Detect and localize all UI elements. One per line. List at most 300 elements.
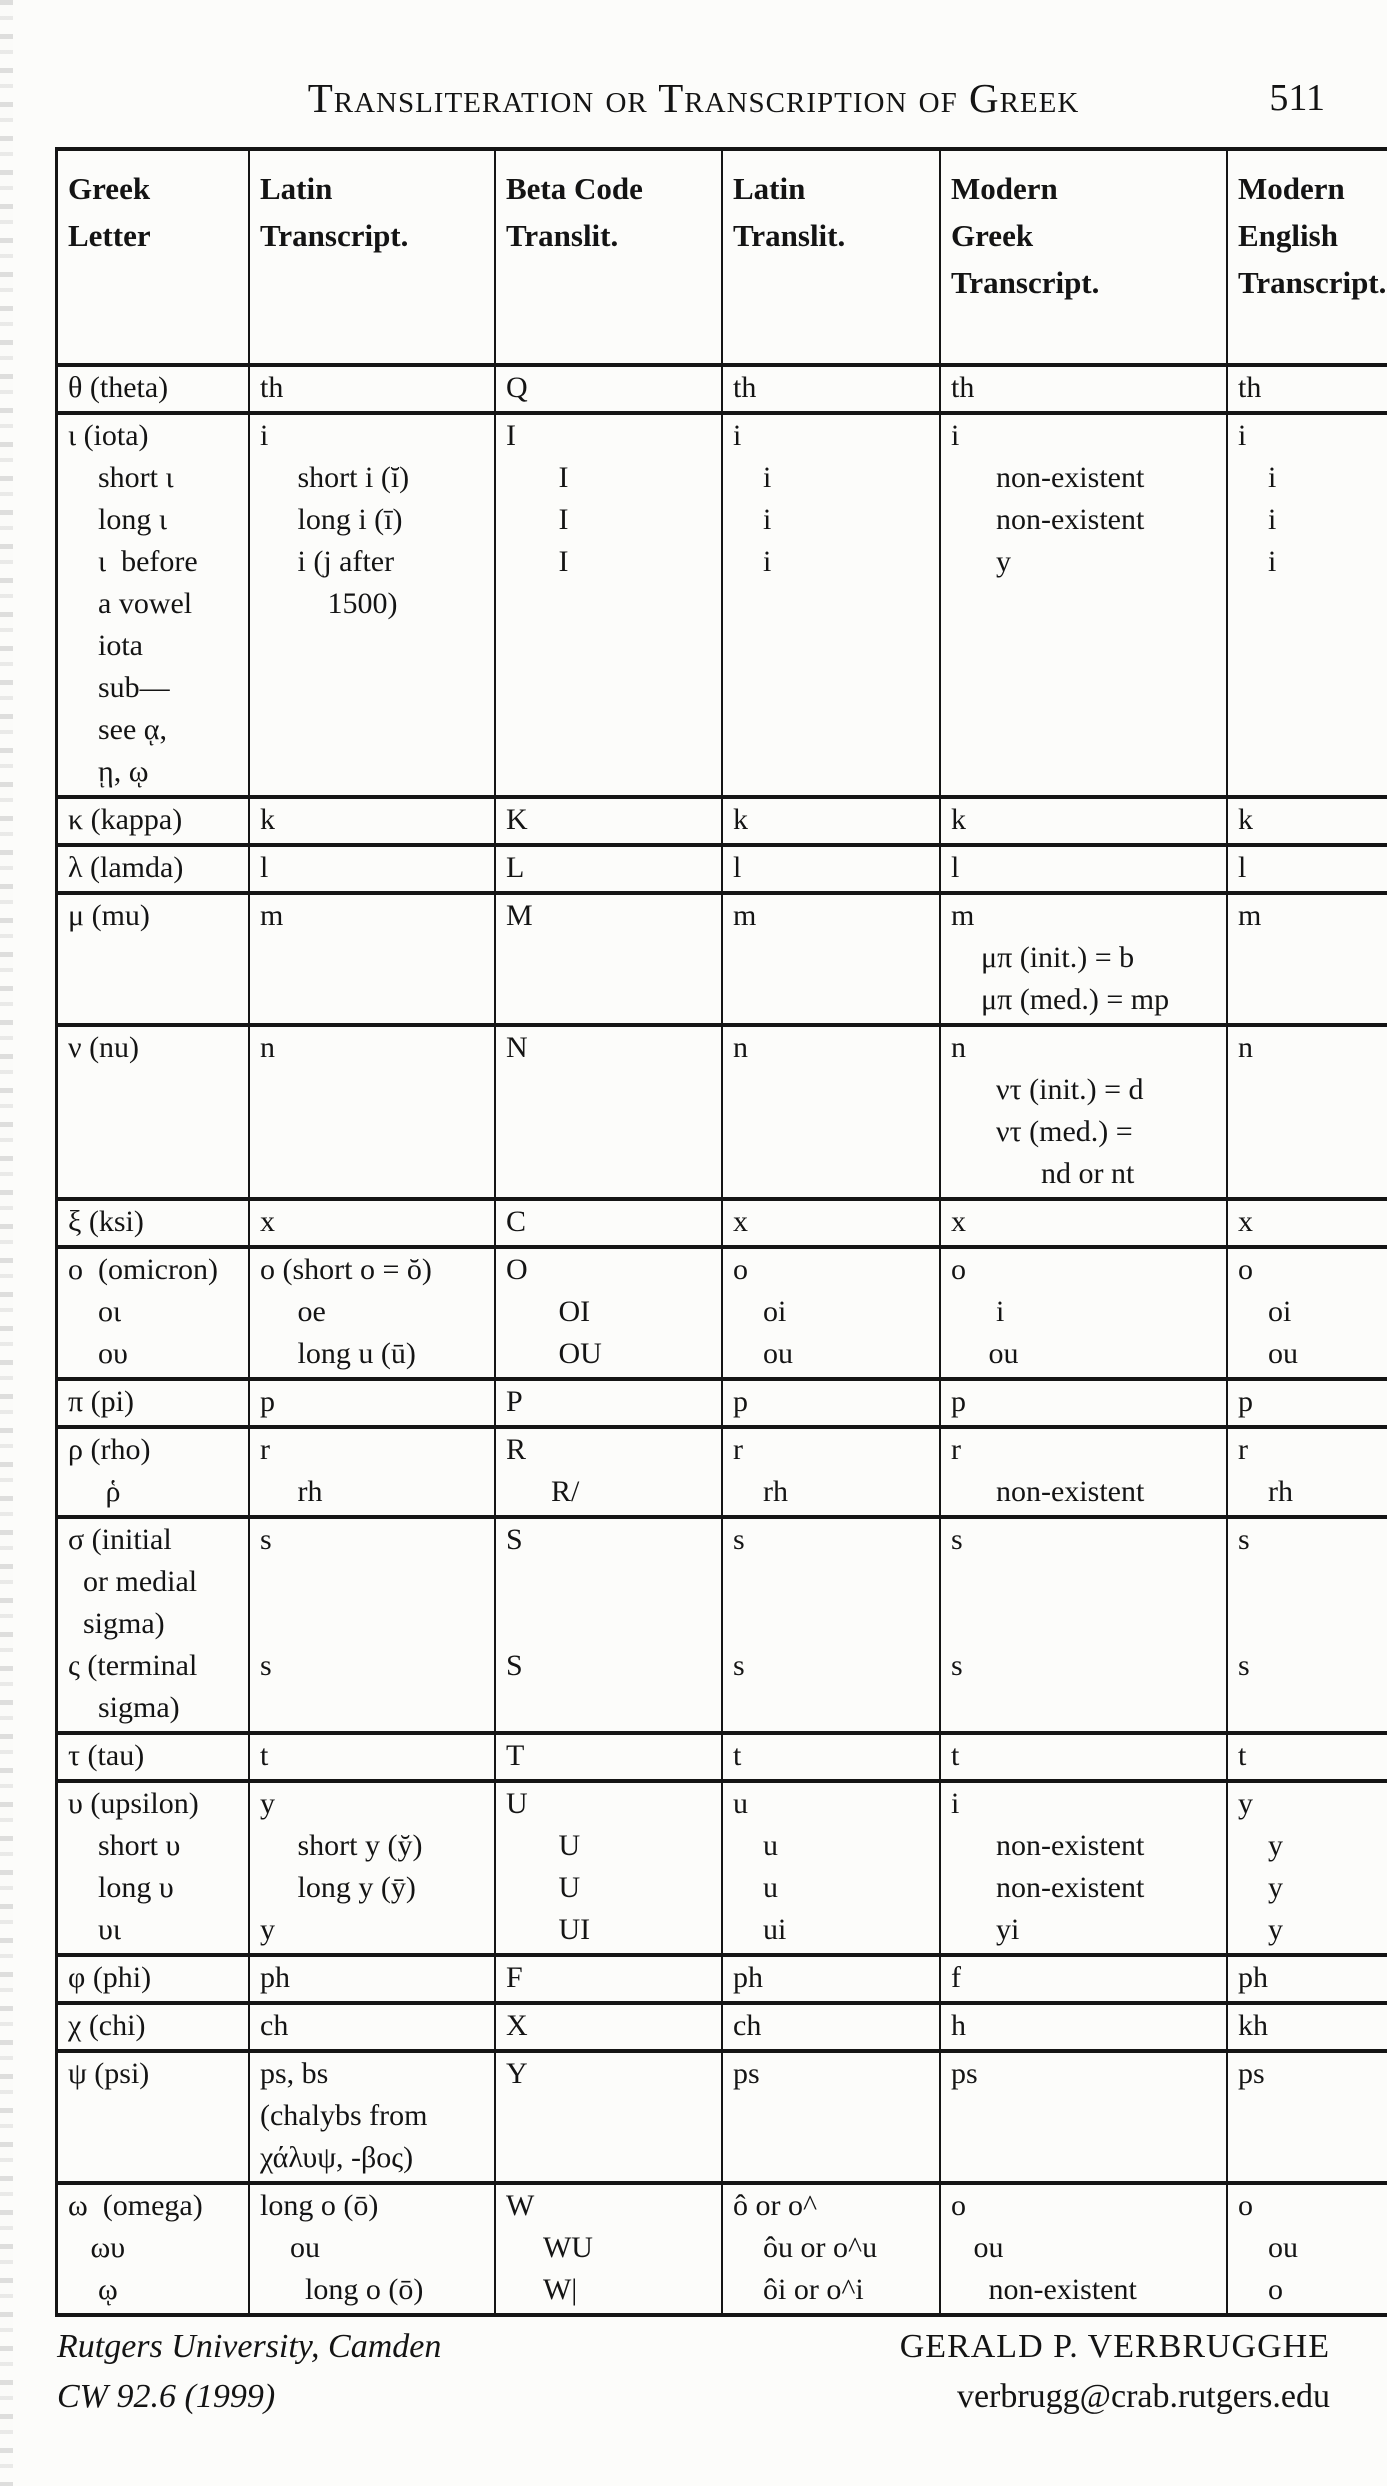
- cell-line: i: [951, 1787, 960, 1820]
- cell-lamda-modern-english: [1227, 845, 1387, 893]
- cell-line: ph: [260, 1961, 290, 1994]
- table-row-lamda: [57, 845, 1387, 893]
- cell-line: th: [951, 371, 975, 404]
- cell-omega-latin-translit: [722, 2183, 940, 2315]
- cell-upsilon-latin-translit: [722, 1781, 940, 1955]
- cell-line: 1500): [260, 587, 398, 620]
- cell-line: R/: [506, 1475, 580, 1508]
- cell-line: rh: [1238, 1475, 1293, 1508]
- cell-line: i: [733, 461, 772, 494]
- cell-line: Y: [506, 2057, 528, 2090]
- cell-chi-latin-transcript: [249, 2003, 495, 2051]
- cell-line: u: [733, 1787, 748, 1820]
- cell-ksi-beta-code: [495, 1199, 722, 1247]
- cell-chi-greek-letter: [57, 2003, 250, 2051]
- cell-line: λ (lamda): [68, 851, 184, 884]
- cell-line: o: [1238, 1253, 1253, 1286]
- cell-upsilon-modern-english: [1227, 1781, 1387, 1955]
- cell-line: L: [506, 851, 525, 884]
- cell-line: ν (nu): [68, 1031, 140, 1064]
- cell-lamda-latin-translit: [722, 845, 940, 893]
- cell-pi-latin-transcript: [249, 1379, 495, 1427]
- page-header: [0, 74, 1387, 124]
- cell-line: non-existent: [951, 1829, 1145, 1862]
- cell-psi-latin-translit: [722, 2051, 940, 2183]
- table-row-iota: [57, 413, 1387, 797]
- cell-ksi-modern-english: [1227, 1199, 1387, 1247]
- cell-line: ῃ, ῳ: [68, 755, 149, 788]
- cell-line: sigma): [68, 1691, 180, 1724]
- cell-nu-modern-english: [1227, 1025, 1387, 1199]
- cell-kappa-latin-transcript: [249, 797, 495, 845]
- cell-line: n: [951, 1031, 966, 1064]
- table-header: [57, 149, 1387, 365]
- cell-omega-modern-greek: [940, 2183, 1227, 2315]
- table-row-chi: [57, 2003, 1387, 2051]
- cell-upsilon-beta-code: [495, 1781, 722, 1955]
- column-header-line: Translit.: [733, 218, 846, 253]
- cell-pi-modern-english: [1227, 1379, 1387, 1427]
- cell-line: O: [506, 1253, 528, 1286]
- cell-ksi-modern-greek: [940, 1199, 1227, 1247]
- cell-line: s: [260, 1523, 272, 1556]
- cell-line: s: [733, 1649, 745, 1682]
- cell-line: o: [951, 2189, 966, 2222]
- cell-line: s: [260, 1649, 272, 1682]
- column-header-line: Latin: [260, 171, 333, 206]
- cell-line: long o (ō): [260, 2189, 379, 2222]
- cell-tau-greek-letter: [57, 1733, 250, 1781]
- cell-line: ps: [733, 2057, 760, 2090]
- cell-nu-beta-code: [495, 1025, 722, 1199]
- cell-mu-latin-translit: [722, 893, 940, 1025]
- cell-omicron-modern-english: [1227, 1247, 1387, 1379]
- cell-line: r: [1238, 1433, 1248, 1466]
- cell-rho-beta-code: [495, 1427, 722, 1517]
- cell-rho-latin-translit: [722, 1427, 940, 1517]
- cell-line: t: [260, 1739, 269, 1772]
- cell-ksi-latin-translit: [722, 1199, 940, 1247]
- cell-line: short y (y̆): [260, 1829, 423, 1862]
- cell-line: n: [1238, 1031, 1253, 1064]
- cell-line: i: [1238, 545, 1277, 578]
- page-footer: [57, 2322, 1330, 2422]
- column-header-latin-transcript: [249, 149, 495, 365]
- cell-line: o: [1238, 2273, 1283, 2306]
- column-header-line: Transcript.: [260, 218, 409, 253]
- cell-ksi-latin-transcript: [249, 1199, 495, 1247]
- cell-line: ψ (psi): [68, 2057, 150, 2090]
- table-row-ksi: [57, 1199, 1387, 1247]
- cell-line: non-existent: [951, 1475, 1145, 1508]
- cell-line: long υ: [68, 1871, 174, 1904]
- table-row-omega: [57, 2183, 1387, 2315]
- cell-line: y: [1238, 1871, 1283, 1904]
- cell-line: y: [260, 1787, 275, 1820]
- cell-line: ωυ: [68, 2231, 126, 2264]
- table-row-kappa: [57, 797, 1387, 845]
- cell-line: ps, bs: [260, 2057, 329, 2090]
- table-row-sigma: [57, 1517, 1387, 1733]
- cell-line: non-existent: [951, 1871, 1145, 1904]
- table-row-upsilon: [57, 1781, 1387, 1955]
- cell-line: th: [733, 371, 757, 404]
- cell-line: U: [506, 1829, 581, 1862]
- cell-line: nd or nt: [951, 1157, 1135, 1190]
- cell-line: [260, 1603, 490, 1645]
- cell-mu-modern-english: [1227, 893, 1387, 1025]
- cell-line: short i (ĭ): [260, 461, 410, 494]
- cell-line: l: [951, 851, 960, 884]
- cell-line: υ (upsilon): [68, 1787, 199, 1820]
- cell-line: long i (ī): [260, 503, 403, 536]
- cell-line: o (short o = ŏ): [260, 1253, 432, 1286]
- cell-iota-modern-english: [1227, 413, 1387, 797]
- cell-line: k: [260, 803, 275, 836]
- cell-rho-latin-transcript: [249, 1427, 495, 1517]
- cell-line: short ι: [68, 461, 174, 494]
- cell-line: iota: [68, 629, 143, 662]
- table-row-theta: [57, 365, 1387, 413]
- cell-line: ou: [733, 1337, 793, 1370]
- cell-line: ui: [733, 1913, 787, 1946]
- cell-line: T: [506, 1739, 525, 1772]
- column-header-line: Transcript.: [1238, 265, 1387, 300]
- cell-line: ξ (ksi): [68, 1205, 144, 1238]
- cell-line: x: [951, 1205, 966, 1238]
- cell-line: ps: [1238, 2057, 1265, 2090]
- page-title: Transliteration or Transcription of Greek: [307, 75, 1080, 121]
- column-header-line: Modern: [1238, 171, 1345, 206]
- cell-line: κ (kappa): [68, 803, 183, 836]
- cell-upsilon-latin-transcript: [249, 1781, 495, 1955]
- cell-phi-latin-translit: [722, 1955, 940, 2003]
- cell-line: non-existent: [951, 461, 1145, 494]
- cell-line: μ (mu): [68, 899, 150, 932]
- cell-line: R: [506, 1433, 527, 1466]
- cell-line: yi: [951, 1913, 1020, 1946]
- cell-psi-greek-letter: [57, 2051, 250, 2183]
- cell-upsilon-greek-letter: [57, 1781, 250, 1955]
- cell-lamda-beta-code: [495, 845, 722, 893]
- cell-line: ω (omega): [68, 2189, 203, 2222]
- cell-mu-beta-code: [495, 893, 722, 1025]
- cell-tau-latin-transcript: [249, 1733, 495, 1781]
- cell-line: short υ: [68, 1829, 181, 1862]
- cell-rho-modern-english: [1227, 1427, 1387, 1517]
- cell-line: π (pi): [68, 1385, 134, 1418]
- cell-line: f: [951, 1961, 961, 1994]
- cell-line: r: [260, 1433, 270, 1466]
- cell-line: o: [733, 1253, 748, 1286]
- page-number: 511: [1269, 77, 1325, 119]
- cell-line: sub—: [68, 671, 170, 704]
- column-header-line: Letter: [68, 218, 151, 253]
- cell-line: ou: [951, 2231, 1004, 2264]
- cell-line: l: [260, 851, 269, 884]
- cell-line: μπ (init.) = b: [951, 941, 1135, 974]
- table-row-tau: [57, 1733, 1387, 1781]
- cell-line: u: [733, 1871, 778, 1904]
- cell-line: y: [260, 1913, 275, 1946]
- cell-line: m: [951, 899, 975, 932]
- cell-line: ῥ: [68, 1475, 121, 1508]
- cell-pi-greek-letter: [57, 1379, 250, 1427]
- cell-line: [1238, 1603, 1387, 1645]
- table-row-rho: [57, 1427, 1387, 1517]
- cell-line: or medial: [68, 1565, 198, 1598]
- cell-line: y: [1238, 1787, 1253, 1820]
- cell-line: οι: [68, 1295, 122, 1328]
- cell-line: θ (theta): [68, 371, 169, 404]
- cell-line: ou: [1238, 2231, 1298, 2264]
- cell-kappa-beta-code: [495, 797, 722, 845]
- cell-theta-latin-translit: [722, 365, 940, 413]
- cell-line: ô or o^: [733, 2189, 818, 2222]
- cell-upsilon-modern-greek: [940, 1781, 1227, 1955]
- cell-line: o: [1238, 2189, 1253, 2222]
- cell-line: ι before: [68, 545, 198, 578]
- cell-line: S: [506, 1523, 523, 1556]
- cell-line: long u (ū): [260, 1337, 416, 1370]
- cell-nu-greek-letter: [57, 1025, 250, 1199]
- cell-line: i (j after: [260, 545, 395, 578]
- cell-line: s: [951, 1649, 963, 1682]
- column-header-modern-english: [1227, 149, 1387, 365]
- cell-rho-modern-greek: [940, 1427, 1227, 1517]
- header-row: [57, 149, 1387, 365]
- cell-sigma-modern-greek: [940, 1517, 1227, 1733]
- cell-iota-beta-code: [495, 413, 722, 797]
- cell-line: N: [506, 1031, 528, 1064]
- cell-mu-modern-greek: [940, 893, 1227, 1025]
- cell-omicron-latin-translit: [722, 1247, 940, 1379]
- cell-line: ς (terminal: [68, 1649, 198, 1682]
- cell-line: [260, 1561, 490, 1603]
- cell-line: oi: [1238, 1295, 1292, 1328]
- cell-sigma-greek-letter: [57, 1517, 250, 1733]
- table-row-mu: [57, 893, 1387, 1025]
- cell-line: [951, 1603, 1222, 1645]
- cell-mu-greek-letter: [57, 893, 250, 1025]
- cell-line: υι: [68, 1913, 121, 1946]
- cell-line: (chalybs from: [260, 2099, 428, 2132]
- cell-line: I: [506, 545, 569, 578]
- cell-theta-beta-code: [495, 365, 722, 413]
- cell-phi-beta-code: [495, 1955, 722, 2003]
- cell-line: S: [506, 1649, 523, 1682]
- footer-right: [900, 2322, 1330, 2422]
- cell-theta-modern-greek: [940, 365, 1227, 413]
- cell-pi-latin-translit: [722, 1379, 940, 1427]
- cell-line: χάλυψ, -βος): [260, 2141, 414, 2174]
- cell-line: oi: [733, 1295, 787, 1328]
- cell-phi-modern-english: [1227, 1955, 1387, 2003]
- column-header-beta-code: [495, 149, 722, 365]
- cell-sigma-beta-code: [495, 1517, 722, 1733]
- cell-line: W: [506, 2189, 535, 2222]
- cell-omega-latin-transcript: [249, 2183, 495, 2315]
- cell-nu-modern-greek: [940, 1025, 1227, 1199]
- cell-lamda-modern-greek: [940, 845, 1227, 893]
- cell-theta-greek-letter: [57, 365, 250, 413]
- cell-line: p: [951, 1385, 966, 1418]
- cell-line: WU: [506, 2231, 593, 2264]
- table-row-psi: [57, 2051, 1387, 2183]
- cell-line: o: [951, 1253, 966, 1286]
- cell-lamda-latin-transcript: [249, 845, 495, 893]
- column-header-greek-letter: [57, 149, 250, 365]
- cell-sigma-latin-transcript: [249, 1517, 495, 1733]
- cell-line: φ (phi): [68, 1961, 152, 1994]
- column-header-line: Transcript.: [951, 265, 1100, 300]
- cell-line: long y (ȳ): [260, 1871, 416, 1904]
- cell-line: I: [506, 461, 569, 494]
- cell-line: see ᾳ,: [68, 713, 168, 746]
- cell-line: ou: [951, 1337, 1019, 1370]
- cell-kappa-latin-translit: [722, 797, 940, 845]
- cell-line: x: [260, 1205, 275, 1238]
- author-affiliation: Rutgers University, Camden: [57, 2328, 442, 2365]
- cell-line: non-existent: [951, 2273, 1137, 2306]
- cell-line: ῳ: [68, 2273, 118, 2306]
- cell-line: k: [1238, 803, 1253, 836]
- cell-nu-latin-translit: [722, 1025, 940, 1199]
- cell-line: [1238, 1561, 1387, 1603]
- cell-rho-greek-letter: [57, 1427, 250, 1517]
- cell-line: χ (chi): [68, 2009, 146, 2042]
- cell-line: sigma): [68, 1607, 165, 1640]
- cell-line: OU: [506, 1337, 602, 1370]
- cell-line: K: [506, 803, 528, 836]
- cell-tau-beta-code: [495, 1733, 722, 1781]
- cell-line: oe: [260, 1295, 326, 1328]
- cell-line: n: [733, 1031, 748, 1064]
- column-header-line: Translit.: [506, 218, 619, 253]
- cell-line: s: [733, 1523, 745, 1556]
- cell-chi-latin-translit: [722, 2003, 940, 2051]
- cell-psi-latin-transcript: [249, 2051, 495, 2183]
- cell-line: X: [506, 2009, 528, 2042]
- cell-iota-latin-transcript: [249, 413, 495, 797]
- cell-psi-modern-english: [1227, 2051, 1387, 2183]
- cell-line: y: [1238, 1829, 1283, 1862]
- cell-line: U: [506, 1871, 581, 1904]
- cell-nu-latin-transcript: [249, 1025, 495, 1199]
- cell-line: ph: [733, 1961, 763, 1994]
- cell-line: r: [733, 1433, 743, 1466]
- cell-omicron-modern-greek: [940, 1247, 1227, 1379]
- footer-left: [57, 2322, 441, 2422]
- cell-line: ou: [260, 2231, 320, 2264]
- cell-line: I: [506, 419, 516, 452]
- cell-line: kh: [1238, 2009, 1268, 2042]
- table-row-omicron: [57, 1247, 1387, 1379]
- column-header-modern-greek: [940, 149, 1227, 365]
- cell-pi-beta-code: [495, 1379, 722, 1427]
- cell-line: ch: [260, 2009, 289, 2042]
- cell-phi-latin-transcript: [249, 1955, 495, 2003]
- cell-line: C: [506, 1205, 527, 1238]
- cell-mu-latin-transcript: [249, 893, 495, 1025]
- cell-phi-modern-greek: [940, 1955, 1227, 2003]
- journal-citation: CW 92.6 (1999): [57, 2378, 276, 2415]
- cell-chi-modern-greek: [940, 2003, 1227, 2051]
- cell-line: h: [951, 2009, 966, 2042]
- cell-line: ο (omicron): [68, 1253, 218, 1286]
- cell-line: r: [951, 1433, 961, 1466]
- cell-line: U: [506, 1787, 528, 1820]
- cell-line: s: [1238, 1649, 1250, 1682]
- cell-line: i: [260, 419, 269, 452]
- cell-line: i: [951, 419, 960, 452]
- cell-line: F: [506, 1961, 523, 1994]
- cell-pi-modern-greek: [940, 1379, 1227, 1427]
- cell-ksi-greek-letter: [57, 1199, 250, 1247]
- table-body: [57, 365, 1387, 2315]
- cell-line: [506, 1603, 717, 1645]
- cell-line: [951, 1561, 1222, 1603]
- cell-line: ps: [951, 2057, 978, 2090]
- scan-artifact-left-edge: [0, 0, 13, 2486]
- table-row-phi: [57, 1955, 1387, 2003]
- cell-line: u: [733, 1829, 778, 1862]
- cell-theta-modern-english: [1227, 365, 1387, 413]
- cell-line: [733, 1603, 935, 1645]
- column-header-line: English: [1238, 218, 1338, 253]
- cell-line: t: [733, 1739, 742, 1772]
- cell-line: t: [1238, 1739, 1247, 1772]
- cell-line: τ (tau): [68, 1739, 145, 1772]
- column-header-latin-translit: [722, 149, 940, 365]
- cell-line: [733, 1561, 935, 1603]
- cell-line: p: [733, 1385, 748, 1418]
- cell-line: y: [951, 545, 1011, 578]
- cell-line: x: [1238, 1205, 1253, 1238]
- cell-line: l: [733, 851, 742, 884]
- author-name: GERALD P. VERBRUGGHE: [899, 2328, 1330, 2365]
- cell-chi-beta-code: [495, 2003, 722, 2051]
- cell-line: σ (initial: [68, 1523, 172, 1556]
- cell-line: k: [951, 803, 966, 836]
- cell-omicron-latin-transcript: [249, 1247, 495, 1379]
- cell-omega-beta-code: [495, 2183, 722, 2315]
- cell-iota-latin-translit: [722, 413, 940, 797]
- cell-line: Q: [506, 371, 528, 404]
- table-row-nu: [57, 1025, 1387, 1199]
- cell-sigma-modern-english: [1227, 1517, 1387, 1733]
- cell-line: p: [260, 1385, 275, 1418]
- cell-line: m: [733, 899, 757, 932]
- cell-line: i: [1238, 503, 1277, 536]
- cell-iota-modern-greek: [940, 413, 1227, 797]
- cell-line: ou: [1238, 1337, 1298, 1370]
- cell-chi-modern-english: [1227, 2003, 1387, 2051]
- cell-line: μπ (med.) = mp: [951, 983, 1170, 1016]
- cell-line: s: [1238, 1523, 1250, 1556]
- column-header-line: Latin: [733, 171, 806, 206]
- cell-theta-latin-transcript: [249, 365, 495, 413]
- cell-line: s: [951, 1523, 963, 1556]
- cell-sigma-latin-translit: [722, 1517, 940, 1733]
- cell-line: UI: [506, 1913, 591, 1946]
- cell-omicron-greek-letter: [57, 1247, 250, 1379]
- cell-line: i: [733, 503, 772, 536]
- cell-omicron-beta-code: [495, 1247, 722, 1379]
- cell-line: y: [1238, 1913, 1283, 1946]
- cell-line: i: [1238, 461, 1277, 494]
- cell-line: th: [1238, 371, 1262, 404]
